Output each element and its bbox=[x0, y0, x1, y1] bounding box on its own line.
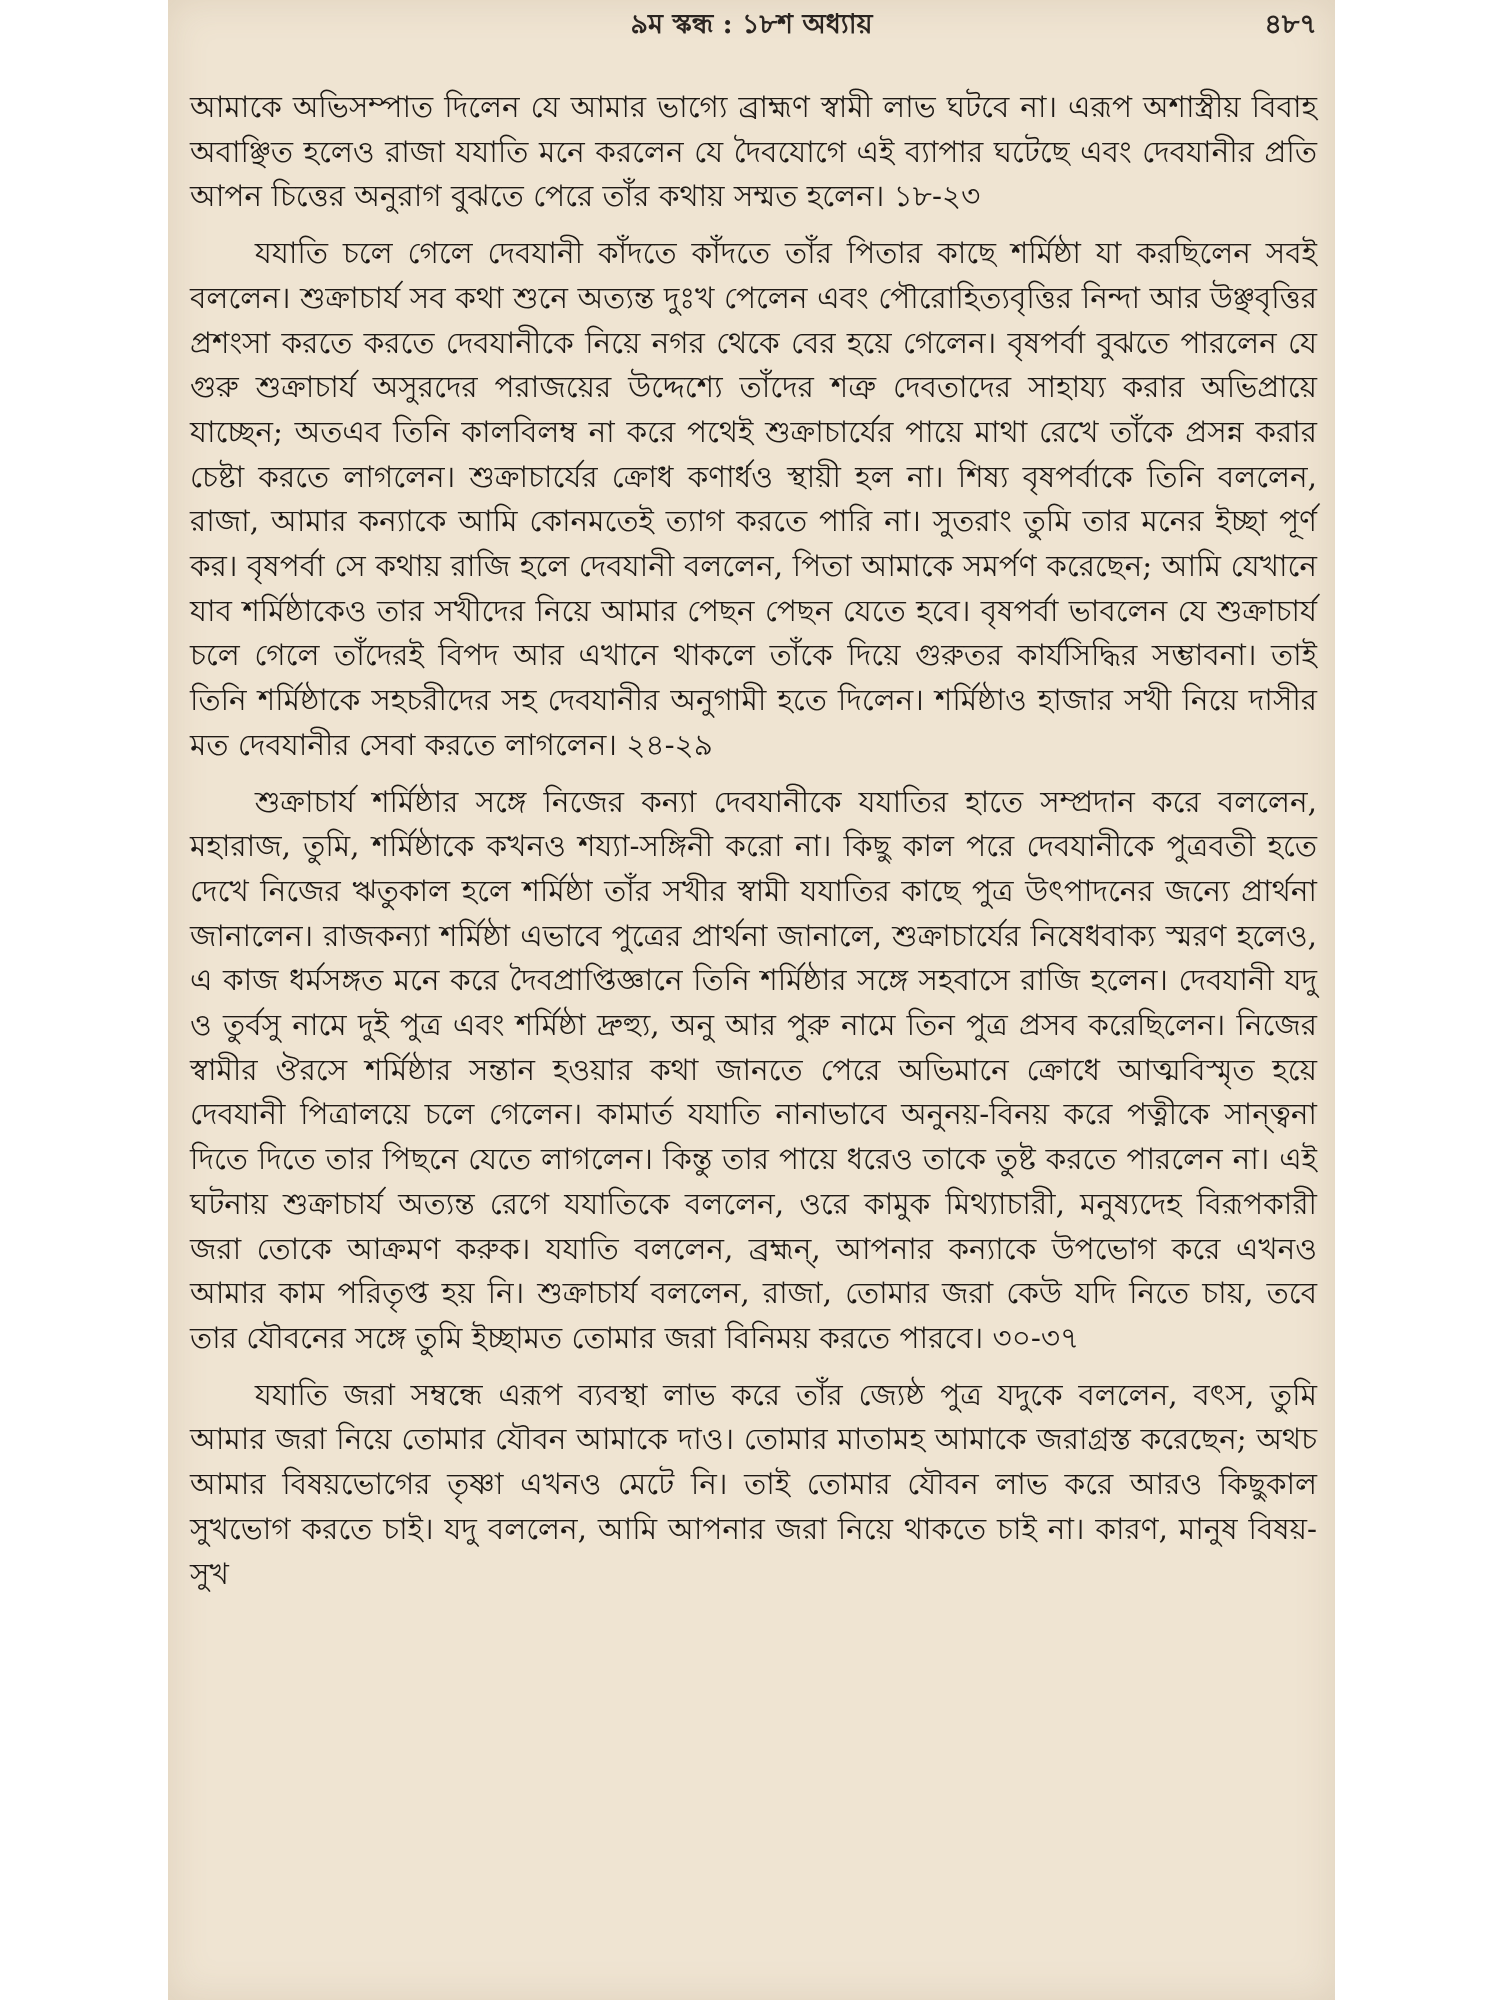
page-header bbox=[168, 2, 1335, 42]
paragraph: আমাকে অভিসম্পাত দিলেন যে আমার ভাগ্যে ব্রাহ্মণ স্বামী লাভ ঘটবে না। এরূপ অশাস্ত্রীয় বিবাহ অবাঞ্ছিত হলেও রাজা যযাতি মনে করলেন যে দৈবযোগে এই ব্যাপার ঘটেছে এবং দেবযানীর প্রতি আপন চিত্তের অনুরাগ বুঝতে পেরে তাঁর কথায় সম্মত হলেন। ১৮-২৩ bbox=[190, 90, 1317, 214]
page-body-text bbox=[190, 85, 1317, 1608]
running-header-title: ৯ম স্কন্ধ : ১৮শ অধ্যায় bbox=[630, 9, 873, 40]
scanned-book-page bbox=[168, 0, 1335, 2000]
page-number: ৪৮৭ bbox=[1264, 9, 1317, 40]
paragraph: যযাতি জরা সম্বন্ধে এরূপ ব্যবস্থা লাভ করে তাঁর জ্যেষ্ঠ পুত্র যদুকে বললেন, বৎস, তুমি আমার জরা নিয়ে তোমার যৌবন আমাকে দাও। তোমার মাতামহ আমাকে জরাগ্রস্ত করেছেন; অথচ আমার বিষয়ভোগের তৃষ্ণা এখনও মেটে নি। তাই তোমার যৌবন লাভ করে আরও কিছুকাল সুখভোগ করতে চাই। যদু বললেন, আমি আপনার জরা নিয়ে থাকতে চাই না। কারণ, মানুষ বিষয়-সুখ bbox=[190, 1377, 1317, 1591]
paragraph: যযাতি চলে গেলে দেবযানী কাঁদতে কাঁদতে তাঁর পিতার কাছে শর্মিষ্ঠা যা করছিলেন সবই বললেন। শুক্রাচার্য সব কথা শুনে অত্যন্ত দুঃখ পেলেন এবং পৌরোহিত্যবৃত্তির নিন্দা আর উঞ্ছবৃত্তির প্রশংসা করতে করতে দেবযানীকে নিয়ে নগর থেকে বের হয়ে গেলেন। বৃষপর্বা বুঝতে পারলেন যে গুরু শুক্রাচার্য অসুরদের পরাজয়ের উদ্দেশ্যে তাঁদের শত্রু দেবতাদের সাহায্য করার অভিপ্রায়ে যাচ্ছেন; অতএব তিনি কালবিলম্ব না করে পথেই শুক্রাচার্যের পায়ে মাথা রেখে তাঁকে প্রসন্ন করার চেষ্টা করতে লাগলেন। শুক্রাচার্যের ক্রোধ কণার্ধও স্থায়ী হল না। শিষ্য বৃষপর্বাকে তিনি বললেন, রাজা, আমার কন্যাকে আমি কোনমতেই ত্যাগ করতে পারি না। সুতরাং তুমি তার মনের ইচ্ছা পূর্ণ কর। বৃষপর্বা সে কথায় রাজি হলে দেবযানী বললেন, পিতা আমাকে সমর্পণ করেছেন; আমি যেখানে যাব শর্মিষ্ঠাকেও তার সখীদের নিয়ে আমার পেছন পেছন যেতে হবে। বৃষপর্বা ভাবলেন যে শুক্রাচার্য চলে গেলে তাঁদেরই বিপদ আর এখানে থাকলে তাঁকে দিয়ে গুরুতর কার্যসিদ্ধির সম্ভাবনা। তাই তিনি শর্মিষ্ঠাকে সহচরীদের সহ দেবযানীর অনুগামী হতে দিলেন। শর্মিষ্ঠাও হাজার সখী নিয়ে দাসীর মত দেবযানীর সেবা করতে লাগলেন। ২৪-২৯ bbox=[190, 236, 1317, 762]
paragraph: শুক্রাচার্য শর্মিষ্ঠার সঙ্গে নিজের কন্যা দেবযানীকে যযাতির হাতে সম্প্রদান করে বললেন, মহারাজ, তুমি, শর্মিষ্ঠাকে কখনও শয্যা-সঙ্গিনী করো না। কিছু কাল পরে দেবযানীকে পুত্রবতী হতে দেখে নিজের ঋতুকাল হলে শর্মিষ্ঠা তাঁর সখীর স্বামী যযাতির কাছে পুত্র উৎপাদনের জন্যে প্রার্থনা জানালেন। রাজকন্যা শর্মিষ্ঠা এভাবে পুত্রের প্রার্থনা জানালে, শুক্রাচার্যের নিষেধবাক্য স্মরণ হলেও, এ কাজ ধর্মসঙ্গত মনে করে দৈবপ্রাপ্তিজ্ঞানে তিনি শর্মিষ্ঠার সঙ্গে সহবাসে রাজি হলেন। দেবযানী যদু ও তুর্বসু নামে দুই পুত্র এবং শর্মিষ্ঠা দ্রুহ্যু, অনু আর পুরু নামে তিন পুত্র প্রসব করেছিলেন। নিজের স্বামীর ঔরসে শর্মিষ্ঠার সন্তান হওয়ার কথা জানতে পেরে অভিমানে ক্রোধে আত্মবিস্মৃত হয়ে দেবযানী পিত্রালয়ে চলে গেলেন। কামার্ত যযাতি নানাভাবে অনুনয়-বিনয় করে পত্নীকে সান্ত্বনা দিতে দিতে তার পিছনে যেতে লাগলেন। কিন্তু তার পায়ে ধরেও তাকে তুষ্ট করতে পারলেন না। এই ঘটনায় শুক্রাচার্য অত্যন্ত রেগে যযাতিকে বললেন, ওরে কামুক মিথ্যাচারী, মনুষ্যদেহ বিরূপকারী জরা তোকে আক্রমণ করুক। যযাতি বললেন, ব্রহ্মন্‌, আপনার কন্যাকে উপভোগ করে এখনও আমার কাম পরিতৃপ্ত হয় নি। শুক্রাচার্য বললেন, রাজা, তোমার জরা কেউ যদি নিতে চায়, তবে তার যৌবনের সঙ্গে তুমি ইচ্ছামত তোমার জরা বিনিময় করতে পারবে। ৩০-৩৭ bbox=[190, 784, 1317, 1355]
